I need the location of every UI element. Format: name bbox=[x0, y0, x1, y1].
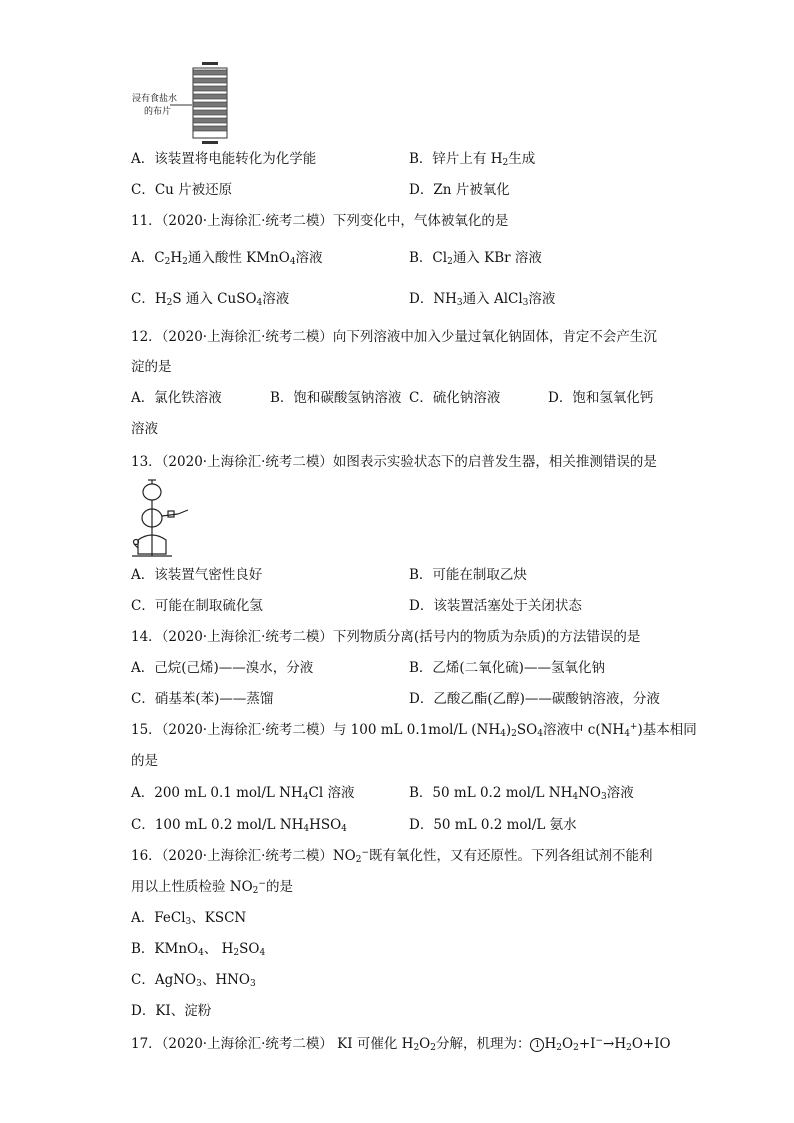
q14-stem: 14．（2020·上海徐汇·统考二模）下列物质分离(括号内的物质为杂质)的方法错误的是 bbox=[131, 629, 641, 645]
q10-option-b: B．锌片上有 $H_2$生成 bbox=[409, 151, 536, 168]
q10-option-d: D．Zn 片被氧化 bbox=[409, 182, 510, 198]
q14-option-c: C．硝基苯(苯)——蒸馏 bbox=[131, 691, 274, 707]
q14-option-b: B．乙烯(二氧化硫)——氢氧化钠 bbox=[409, 660, 605, 676]
q12-option-d-cont: 溶液 bbox=[131, 421, 158, 437]
q14-option-a: A．己烷(己烯)——溴水，分液 bbox=[131, 660, 314, 676]
q13-option-d: D．该装置活塞处于关闭状态 bbox=[409, 598, 582, 614]
q16-option-c: C．AgNO$_3$、$HNO_3$ bbox=[131, 972, 256, 989]
q13-option-c: C．可能在制取硫化氢 bbox=[131, 598, 263, 614]
q12-stem-2: 淀的是 bbox=[131, 359, 172, 375]
q13-option-b: B．可能在制取乙炔 bbox=[409, 567, 527, 583]
q16-option-a: A．FeCl$_3$、KSCN bbox=[131, 910, 247, 927]
q15-option-b: B．50 mL 0.2 mol/L $NH_4NO_3$溶液 bbox=[409, 785, 634, 802]
q12-stem-1: 12．（2020·上海徐汇·统考二模）向下列溶液中加入少量过氧化钠固体，肯定不会产生沉 bbox=[131, 329, 657, 345]
q13-option-a: A．该装置气密性良好 bbox=[131, 567, 263, 583]
q11-option-c: C．$H_2S$ 通入 CuSO$_4$溶液 bbox=[131, 291, 290, 308]
battery-stack-figure bbox=[190, 62, 230, 144]
q12-option-a: A．氯化铁溶液 bbox=[131, 390, 222, 406]
q16-option-b: B．KMnO$_4$、 $H_2SO_4$ bbox=[131, 941, 266, 958]
battery-stack-icon bbox=[190, 62, 230, 144]
q15-option-d: D．50 mL 0.2 mol/L 氨水 bbox=[409, 817, 577, 833]
q13-stem: 13．（2020·上海徐汇·统考二模）如图表示实验状态下的启普发生器，相关推测错误的是 bbox=[131, 454, 657, 470]
q15-stem-2: 的是 bbox=[131, 753, 158, 769]
q15-option-a: A．200 mL 0.1 mol/L $NH_4Cl$ 溶液 bbox=[131, 785, 355, 802]
figure1-caption-2: 的布片 bbox=[144, 107, 172, 117]
q11-stem: 11．（2020·上海徐汇·统考二模）下列变化中，气体被氧化的是 bbox=[131, 213, 509, 229]
q17-stem: 17．（2020·上海徐汇·统考二模） KI 可催化 $H_2O_2$分解，机理为： 1 $H_2O_2+I^-\to H_2O+IO$ bbox=[131, 1036, 671, 1053]
q16-stem-2: 用以上性质检验 $NO_2^-$的是 bbox=[131, 879, 293, 896]
q12-option-b: B．饱和碳酸氢钠溶液 bbox=[270, 390, 402, 406]
q11-option-d: D．$NH_3$通入 AlCl$_3$溶液 bbox=[409, 291, 556, 308]
q15-option-c: C．100 mL 0.2 mol/L $NH_4HSO_4$ bbox=[131, 817, 347, 834]
q16-option-d: D．KI、淀粉 bbox=[131, 1003, 212, 1019]
q10-option-c: C．Cu 片被还原 bbox=[131, 182, 233, 198]
kipp-generator-figure bbox=[128, 478, 192, 560]
q12-option-c: C．硫化钠溶液 bbox=[409, 390, 501, 406]
q11-option-a: A．$C_2H_2$通入酸性 KMnO$_4$溶液 bbox=[131, 250, 323, 267]
q15-stem-1: 15．（2020·上海徐汇·统考二模）与 100 mL 0.1mol/L $(NH_4)_2SO_4$溶液中 $c(NH_4^+)$基本相同 bbox=[131, 722, 697, 739]
q12-option-d: D．饱和氢氧化钙 bbox=[548, 390, 654, 406]
kipp-generator-icon bbox=[128, 478, 192, 560]
q10-option-a: A．该装置将电能转化为化学能 bbox=[131, 151, 317, 167]
q14-option-d: D．乙酸乙酯(乙醇)——碳酸钠溶液，分液 bbox=[409, 691, 660, 707]
q11-option-b: B．$Cl_2$通入 KBr 溶液 bbox=[409, 250, 542, 267]
figure1-caption-1: 浸有食盐水 bbox=[132, 94, 178, 104]
q16-stem-1: 16．（2020·上海徐汇·统考二模）$NO_2^-$既有氧化性，又有还原性。下列各组试剂不能利 bbox=[131, 848, 653, 865]
circled-number: 1 bbox=[530, 1038, 544, 1052]
